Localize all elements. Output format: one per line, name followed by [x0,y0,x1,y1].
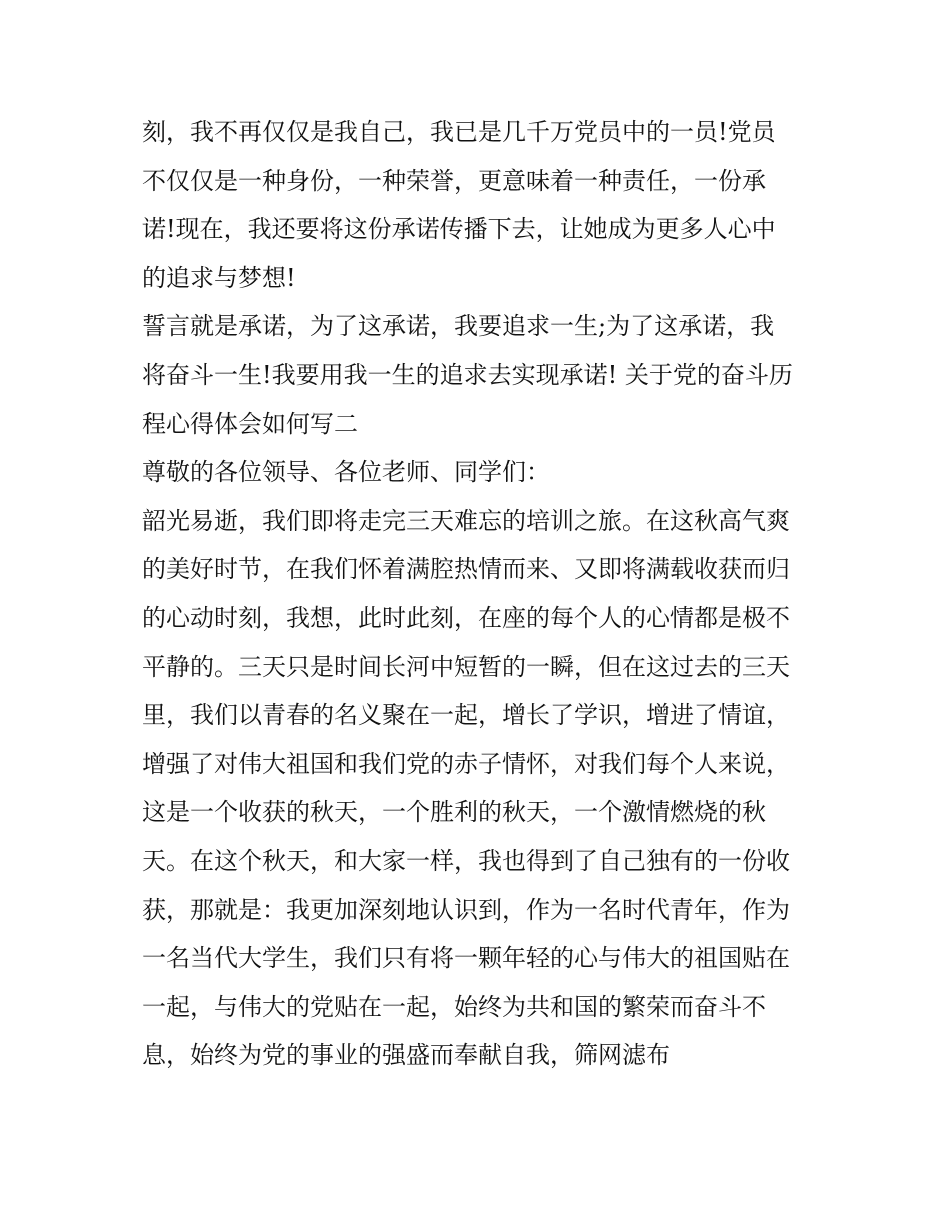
text-line: 誓言就是承诺，为了这承诺，我要追求一生;为了这承诺，我 [142,312,775,341]
text-line: 将奋斗一生!我要用我一生的追求去实现承诺! 关于党的奋斗历 [142,360,793,389]
text-line: 这是一个收获的秋天，一个胜利的秋天，一个激情燃烧的秋 [142,798,766,827]
text-line: 不仅仅是一种身份，一种荣誉，更意味着一种责任，一份承 [142,166,766,195]
text-line: 增强了对伟大祖国和我们党的赤子情怀，对我们每个人来说， [142,749,790,778]
text-line: 一起，与伟大的党贴在一起，始终为共和国的繁荣而奋斗不 [142,992,766,1021]
text-line: 里，我们以青春的名义聚在一起，增长了学识，增进了情谊， [142,701,790,730]
text-line: 天。在这个秋天，和大家一样，我也得到了自己独有的一份收 [142,846,790,875]
text-line: 获，那就是：我更加深刻地认识到，作为一名时代青年，作为 [142,895,790,924]
salutation-line: 尊敬的各位领导、各位老师、同学们： [142,458,550,487]
text-line: 诺!现在，我还要将这份承诺传播下去，让她成为更多人心中 [142,215,776,244]
text-line: 平静的。三天只是时间长河中短暂的一瞬，但在这过去的三天 [142,652,790,681]
text-line: 息，始终为党的事业的强盛而奉献自我，筛网滤布 [142,1041,670,1070]
body-text [142,108,822,1080]
text-line: 韶光易逝，我们即将走完三天难忘的培训之旅。在这秋高气爽 [142,506,790,535]
section-title-line: 程心得体会如何写二 [142,409,358,438]
text-line: 一名当代大学生，我们只有将一颗年轻的心与伟大的祖国贴在 [142,944,790,973]
text-line: 刻，我不再仅仅是我自己，我已是几千万党员中的一员!党员 [142,118,776,146]
text-line: 的美好时节，在我们怀着满腔热情而来、又即将满载收获而归 [142,555,790,584]
text-line: 的心动时刻，我想，此时此刻，在座的每个人的心情都是极不 [142,603,790,632]
text-line: 的追求与梦想! [142,263,296,292]
